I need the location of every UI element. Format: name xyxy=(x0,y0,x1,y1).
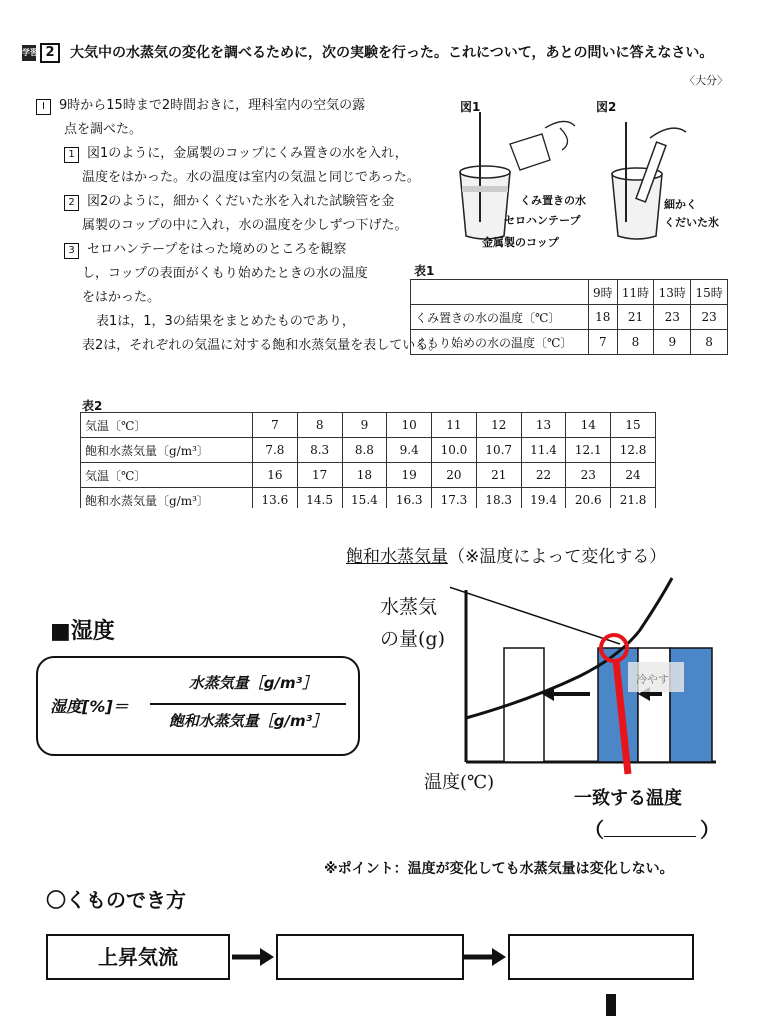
formula-denominator: 飽和水蒸気量［g/m³］ xyxy=(168,712,328,730)
table1-cell: 21 xyxy=(617,305,654,330)
table2-cell: 8.3 xyxy=(297,438,342,463)
table2-cell: 18.3 xyxy=(476,488,521,509)
table2-cell: 22 xyxy=(521,463,566,488)
cool-label: 冷やす xyxy=(636,673,669,686)
table2-cell: 13 xyxy=(521,413,566,438)
fig1-note-water: くみ置きの水 xyxy=(520,194,586,207)
point-note: ※ポイント：温度が変化しても水蒸気量は変化しない。 xyxy=(324,861,674,877)
table2-cell: 19.4 xyxy=(521,488,566,509)
table1-cell: 23 xyxy=(691,305,728,330)
table2-cell: 10 xyxy=(387,413,432,438)
intro-line1: 9時から15時まで2時間おきに，理科室内の空気の露 xyxy=(59,98,366,113)
curve-note: （※温度によって変化する） xyxy=(448,547,667,567)
table1-header-row xyxy=(411,280,728,305)
fig2-label: 図2 xyxy=(596,100,617,114)
table1-cell: 8 xyxy=(691,330,728,355)
arrow-icon xyxy=(464,946,508,968)
table1-row-label: くもり始めの水の温度〔℃〕 xyxy=(411,330,589,355)
question-header xyxy=(22,42,713,63)
intro-line2: 点を調べた。 xyxy=(64,122,143,137)
answer-close-paren: ） xyxy=(700,818,720,842)
table2-cell: 12 xyxy=(476,413,521,438)
table2-row-label: 飽和水蒸気量〔g/m³〕 xyxy=(81,488,253,509)
table2-cell: 9.4 xyxy=(387,438,432,463)
x-axis-label: 温度(℃) xyxy=(424,772,495,793)
curve-label: 飽和水蒸気量 xyxy=(346,547,448,567)
table2-cell: 15.4 xyxy=(342,488,387,509)
summary-line1: 表1は，1，3の結果をまとめたものであり， xyxy=(96,314,355,329)
question-mark: 学習 xyxy=(22,45,36,61)
table2-row-label: 気温〔℃〕 xyxy=(81,463,253,488)
question-number: 2 xyxy=(40,43,60,63)
table1-label: 表1 xyxy=(414,264,435,278)
table2-cell: 10.7 xyxy=(476,438,521,463)
step1-line1: 図1のように，金属製のコップにくみ置きの水を入れ， xyxy=(87,146,408,161)
table1-cell: 9 xyxy=(654,330,691,355)
step1-line2: 温度をはかった。水の温度は室内の気温と同じであった。 xyxy=(82,170,420,185)
step2-line1: 図2のように，細かくくだいた氷を入れた試験管を金 xyxy=(87,194,395,209)
match-temperature-label: 一致する温度 xyxy=(574,788,682,809)
table1-header: 13時 xyxy=(654,280,691,305)
table1-cell: 8 xyxy=(617,330,654,355)
step1-number: 1 xyxy=(64,147,79,163)
table2-cell: 15 xyxy=(611,413,656,438)
curve-leader-line xyxy=(450,574,620,644)
question-text: 大気中の水蒸気の変化を調べるために，次の実験を行った。これについて，あとの問いに答えなさい。 xyxy=(70,45,714,61)
table2-row xyxy=(81,463,656,488)
table1-cell: 23 xyxy=(654,305,691,330)
table2-row-label: 気温〔℃〕 xyxy=(81,413,253,438)
table1-header: 9時 xyxy=(589,280,618,305)
roman-numeral: Ⅰ xyxy=(36,99,51,115)
table1-cell: 7 xyxy=(589,330,618,355)
answer-open-paren: （ xyxy=(584,818,604,842)
cloud-step-box-3[interactable] xyxy=(508,934,694,980)
table2-cell: 12.1 xyxy=(566,438,611,463)
cloud-title: 〇くものでき方 xyxy=(46,888,186,912)
table2-row-label: 飽和水蒸気量〔g/m³〕 xyxy=(81,438,253,463)
table2-cell: 13.6 xyxy=(253,488,298,509)
summary-line2: 表2は，それぞれの気温に対する飽和水蒸気量を表している。 xyxy=(82,338,442,353)
table2-row xyxy=(81,488,656,509)
fig1-cup xyxy=(460,112,510,239)
table2-cell: 7 xyxy=(253,413,298,438)
table2-cell: 14 xyxy=(566,413,611,438)
table1-row-label: くみ置きの水の温度〔℃〕 xyxy=(411,305,589,330)
table2-cell: 11 xyxy=(432,413,477,438)
table2-cell: 21.8 xyxy=(611,488,656,509)
table2-cell: 20 xyxy=(432,463,477,488)
cloud-step-1: 上昇気流 xyxy=(98,945,178,969)
table1-row xyxy=(411,330,728,355)
formula-numerator: 水蒸気量［g/m³］ xyxy=(188,674,318,692)
down-arrow-stub xyxy=(606,994,616,1016)
table1-cell: 18 xyxy=(589,305,618,330)
table2-cell: 18 xyxy=(342,463,387,488)
fig1-beaker xyxy=(510,121,575,170)
table1 xyxy=(410,279,728,355)
table2-cell: 23 xyxy=(566,463,611,488)
table2-cell: 12.8 xyxy=(611,438,656,463)
step2-line2: 属製のコップの中に入れ，水の温度を少しずつ下げた。 xyxy=(82,218,408,233)
y-axis-label-1: 水蒸気 xyxy=(380,596,438,618)
table2-cell: 14.5 xyxy=(297,488,342,509)
experiment-text xyxy=(36,94,456,358)
humidity-title: ■湿度 xyxy=(50,619,115,644)
table2-clip xyxy=(80,412,656,508)
table2-cell: 7.8 xyxy=(253,438,298,463)
table2-cell: 17 xyxy=(297,463,342,488)
step2-number: 2 xyxy=(64,195,79,211)
table2-row xyxy=(81,438,656,463)
table2-row xyxy=(81,413,656,438)
humidity-diagram xyxy=(450,560,750,820)
fig1-label: 図1 xyxy=(460,100,481,114)
formula-fraction-line xyxy=(150,703,346,705)
cloud-step-box-1 xyxy=(46,934,230,980)
step3-number: 3 xyxy=(64,243,79,259)
cloud-step-box-2[interactable] xyxy=(276,934,464,980)
step3-line1: セロハンテープをはった境めのところを観察 xyxy=(87,242,347,257)
table2-cell: 21 xyxy=(476,463,521,488)
question-source: 〈大分〉 xyxy=(684,74,728,87)
table1-header: 11時 xyxy=(617,280,654,305)
table2-cell: 20.6 xyxy=(566,488,611,509)
table1-row xyxy=(411,305,728,330)
fig2-note-1: 細かく xyxy=(664,198,697,211)
table2-cell: 16.3 xyxy=(387,488,432,509)
table2-cell: 11.4 xyxy=(521,438,566,463)
table2-cell: 10.0 xyxy=(432,438,477,463)
table2-cell: 19 xyxy=(387,463,432,488)
table2-cell: 16 xyxy=(253,463,298,488)
table2-cell: 8 xyxy=(297,413,342,438)
table2-cell: 24 xyxy=(611,463,656,488)
table2-cell: 8.8 xyxy=(342,438,387,463)
table2-label: 表2 xyxy=(82,399,103,413)
experiment-illustration xyxy=(450,112,750,252)
table2-cell: 17.3 xyxy=(432,488,477,509)
humidity-formula-box xyxy=(36,656,360,756)
formula-label: 湿度[%]＝ xyxy=(50,697,129,716)
table2 xyxy=(80,412,656,508)
arrow-icon xyxy=(232,946,276,968)
step3-line3: をはかった。 xyxy=(82,290,161,305)
table1-header: 15時 xyxy=(691,280,728,305)
fig1-note-cup: 金属製のコップ xyxy=(482,236,559,249)
answer-blank-line xyxy=(604,836,696,837)
fig2-note-2: くだいた氷 xyxy=(664,216,719,229)
y-axis-label-2: の量(g) xyxy=(380,628,445,650)
fig1-note-tape: セロハンテープ xyxy=(504,214,581,227)
step3-line2: し，コップの表面がくもり始めたときの水の温度 xyxy=(82,266,368,281)
table2-cell: 9 xyxy=(342,413,387,438)
table1-corner xyxy=(411,280,589,305)
